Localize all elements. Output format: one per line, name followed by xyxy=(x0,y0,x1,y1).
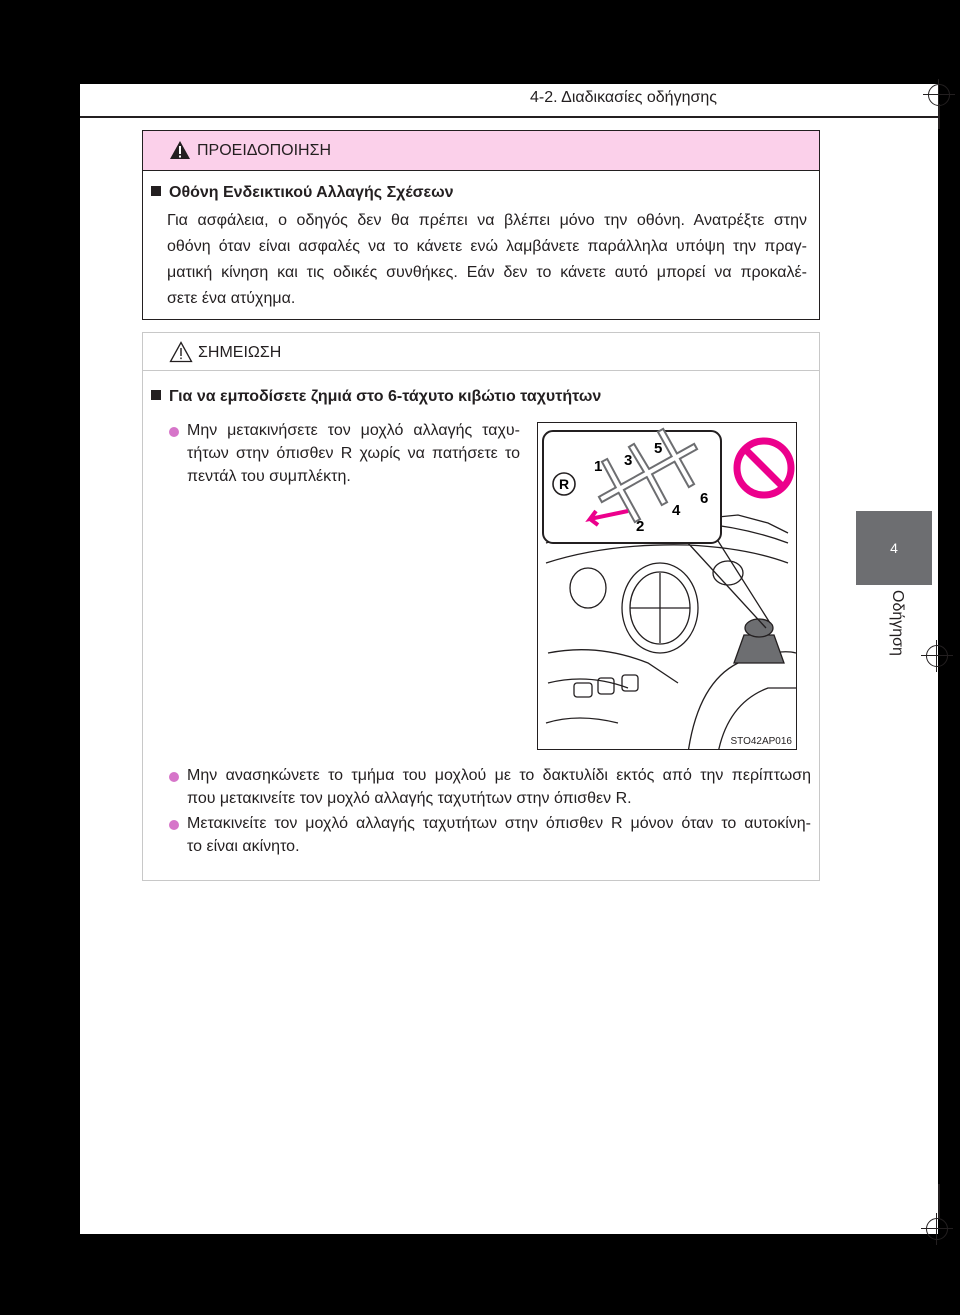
gear-label-1: 1 xyxy=(594,458,603,475)
gear-label-2: 2 xyxy=(636,518,645,535)
note-label: ΣΗΜΕΙΩΣΗ xyxy=(198,344,282,361)
bullet-icon xyxy=(169,772,179,782)
registration-mark-icon xyxy=(928,84,950,106)
registration-mark-icon xyxy=(926,645,948,667)
bullet-icon xyxy=(169,820,179,830)
note-bullet-1: Μην μετακινήσετε τον μοχλό αλλαγής ταχυ- τήτων στην όπισθεν R χωρίς να πατήσετε το πεντάλ του συμπλέκτη. xyxy=(187,422,520,485)
bullet-icon xyxy=(169,427,179,437)
gear-label-3: 3 xyxy=(624,452,633,469)
warning-heading: Οθόνη Ενδεικτικού Αλλαγής Σχέσεων xyxy=(151,184,454,202)
header-rule xyxy=(80,116,938,118)
square-bullet-icon xyxy=(151,390,161,400)
gear-label-6: 6 xyxy=(700,490,709,507)
note-heading: Για να εμποδίσετε ζημιά στο 6-τάχυτο κιβώτιο ταχυτήτων xyxy=(151,388,601,406)
chapter-label: Οδήγηση xyxy=(889,590,906,656)
warning-triangle-icon xyxy=(169,140,191,160)
illustration-code: STO42AP016 xyxy=(730,736,792,747)
crop-mark xyxy=(938,104,940,129)
warning-box xyxy=(142,130,820,320)
gear-label-r: R xyxy=(558,476,570,492)
gear-label-5: 5 xyxy=(654,440,663,457)
warning-header xyxy=(143,131,819,171)
caution-triangle-icon xyxy=(169,341,193,363)
note-header xyxy=(143,333,819,371)
gear-shift-illustration xyxy=(537,422,797,750)
chapter-tab[interactable]: 4 xyxy=(856,511,932,585)
crop-mark xyxy=(938,1184,940,1219)
prohibition-icon xyxy=(737,441,791,495)
gear-label-4: 4 xyxy=(672,502,681,519)
square-bullet-icon xyxy=(151,186,161,196)
registration-mark-icon xyxy=(926,1218,948,1240)
gear-shift-drawing xyxy=(538,423,796,749)
note-bullet-3: Μετακινείτε τον μοχλό αλλαγής ταχυτήτων στην όπισθεν R μόνον όταν το αυτοκίνη- το είναι ακίνητο. xyxy=(187,815,811,855)
note-bullet-2: Μην ανασηκώνετε το τμήμα του μοχλού με το δακτυλίδι εκτός από την περίπτωση που μετακινείτε τον μοχλό αλλαγής ταχυτήτων στην όπισθεν R. xyxy=(187,767,811,807)
section-title: 4-2. Διαδικασίες οδήγησης xyxy=(530,89,717,106)
warning-label: ΠΡΟΕΙΔΟΠΟΙΗΣΗ xyxy=(197,142,332,159)
warning-text: Για ασφάλεια, ο οδηγός δεν θα πρέπει να βλέπει μόνο την οθόνη. Ανατρέξτε στην οθόνη όταν είναι ασφαλές να το κάνετε ενώ λαμβάνετε παράλληλα υπόψη την πραγ- ματική κίνηση και τις οδικές συνθήκες. Εάν δεν το κάνετε αυτό μπορεί να προκαλέ- σετε ένα ατύχημα. xyxy=(167,212,807,307)
